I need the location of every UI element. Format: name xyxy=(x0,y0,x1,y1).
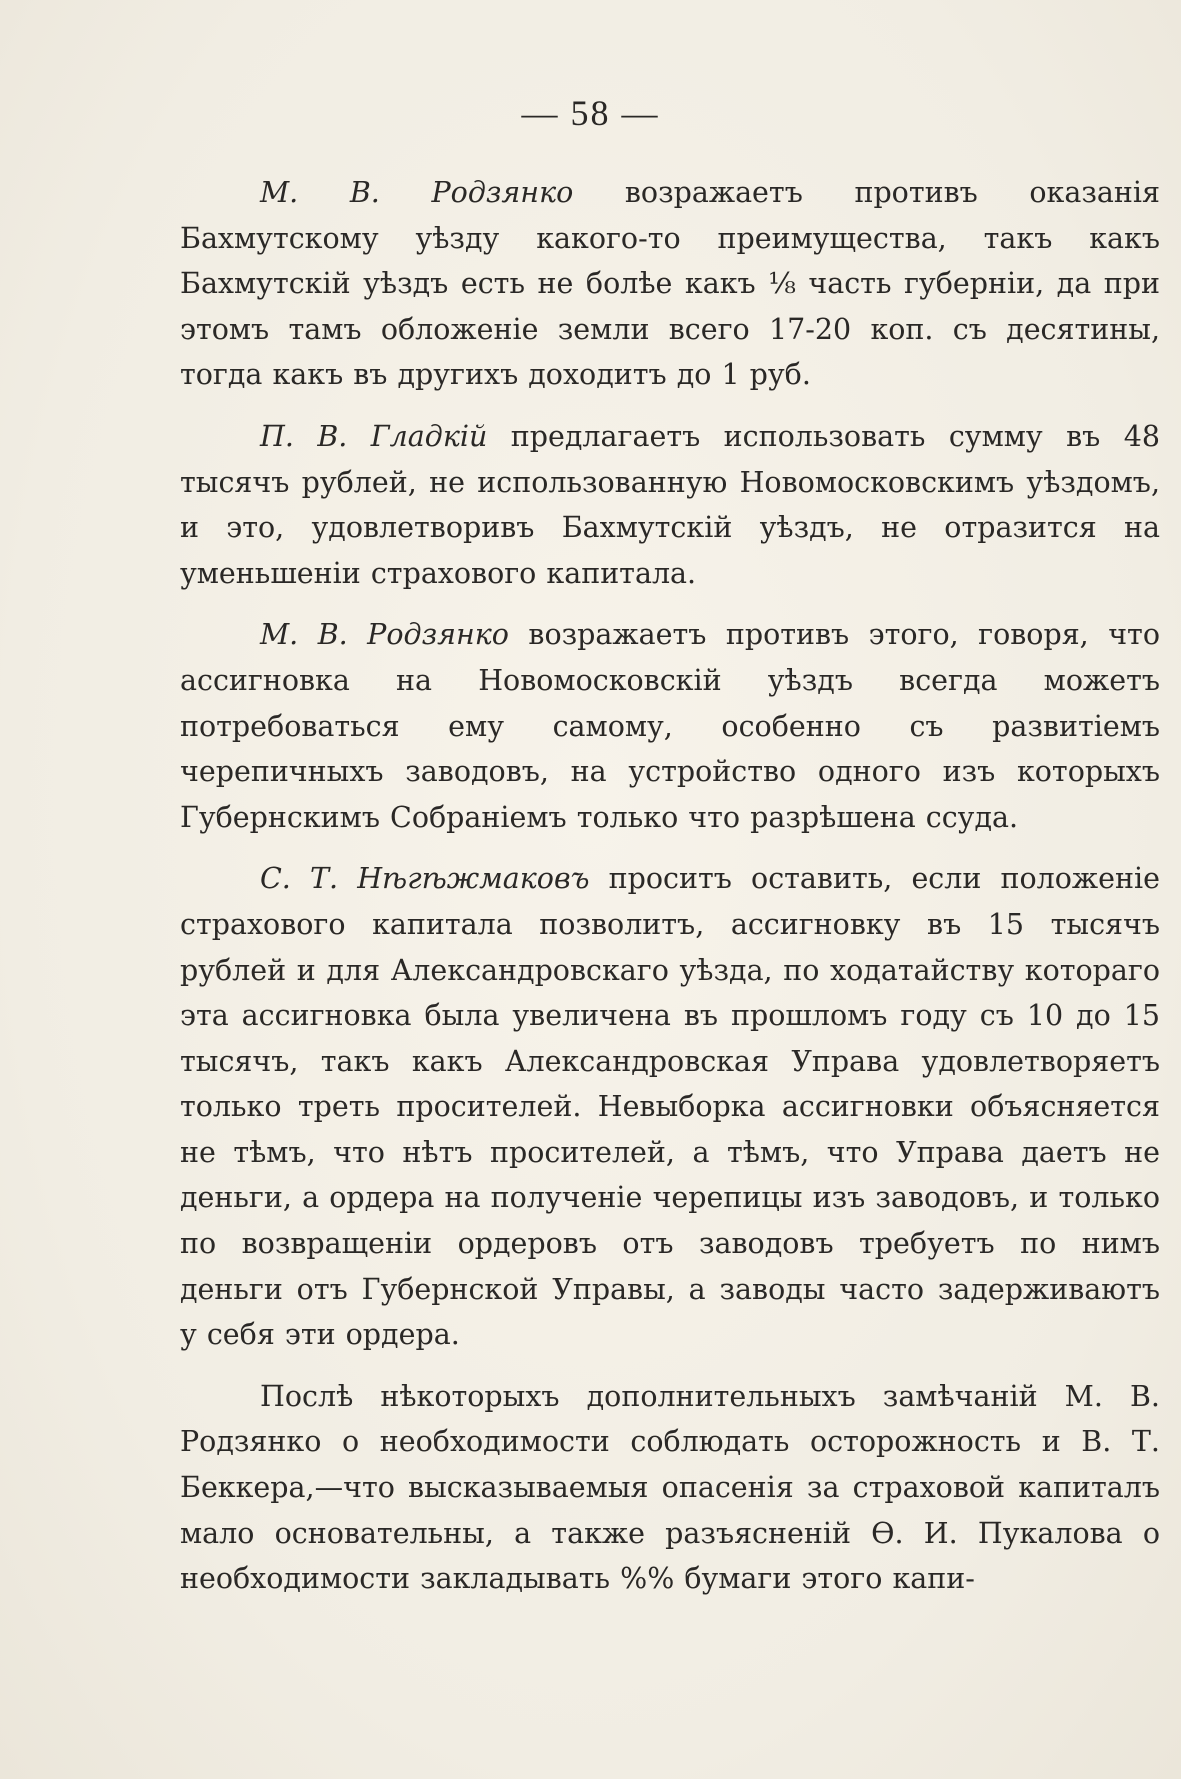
paragraph-text: проситъ оставить, если положеніе страхового капитала позволитъ, ассигновку въ 15 тысячъ рублей и для Александровскаго уѣзда, по ходатайству котораго эта ассигновка была увеличена въ прошломъ году съ 10 до 15 тысячъ, такъ какъ Александровская Управа удовлетворяетъ только треть просителей. Невыборка ассигновки объясняется не тѣмъ, что нѣтъ просителей, а тѣмъ, что Управа даетъ не деньги, а ордера на полученіе черепицы изъ заводовъ, и только по возвращеніи ордеровъ отъ заводовъ требуетъ по нимъ деньги отъ Губернской Управы, а заводы часто задерживаютъ у себя эти ордера. xyxy=(180,862,1160,1352)
body-text xyxy=(180,170,1160,1618)
paragraph-5 xyxy=(180,1374,1160,1602)
speaker-name: М. В. Родзянко xyxy=(260,618,509,652)
paragraph-1 xyxy=(180,170,1160,398)
speaker-name: М. В. Родзянко xyxy=(260,176,574,209)
speaker-name: П. В. Гладкій xyxy=(260,419,488,453)
paragraph-2 xyxy=(180,414,1160,596)
paragraph-text: возражаетъ противъ оказанія Бахмутскому уѣзду какого-то преимущества, такъ какъ Бахмутскій уѣздъ есть не болѣе какъ ⅛ часть губерніи, да при этомъ тамъ обложеніе земли всего 17-20 коп. съ десятины, тогда какъ въ другихъ доходитъ до 1 руб. xyxy=(180,176,1160,392)
page-number: — 58 — xyxy=(521,93,660,133)
paragraph-3 xyxy=(180,612,1160,840)
paragraph-text: Послѣ нѣкоторыхъ дополнительныхъ замѣчаній М. В. Родзянко о необходимости соблюдать осторожность и В. Т. Беккера,—что высказываемыя опасенія за страховой капиталъ мало основательны, а также разъясненій Ѳ. И. Пукалова о необходимости закладывать %% бумаги этого капи- xyxy=(180,1379,1160,1596)
paragraph-text: предлагаетъ использовать сумму въ 48 тысячъ рублей, не использованную Новомосковскимъ уѣздомъ, и это, удовлетворивъ Бахмутскій уѣздъ, не отразится на уменьшеніи страхового капитала. xyxy=(180,419,1160,590)
paragraph-4 xyxy=(180,856,1160,1358)
paragraph-text: возражаетъ противъ этого, говоря, что ассигновка на Новомосковскій уѣздъ всегда можетъ потребоваться ему самому, особенно съ развитіемъ черепичныхъ заводовъ, на устройство одного изъ которыхъ Губернскимъ Собраніемъ только что разрѣшена ссуда. xyxy=(180,618,1160,834)
speaker-name: С. Т. Нѣгѣжмаковъ xyxy=(260,862,590,896)
